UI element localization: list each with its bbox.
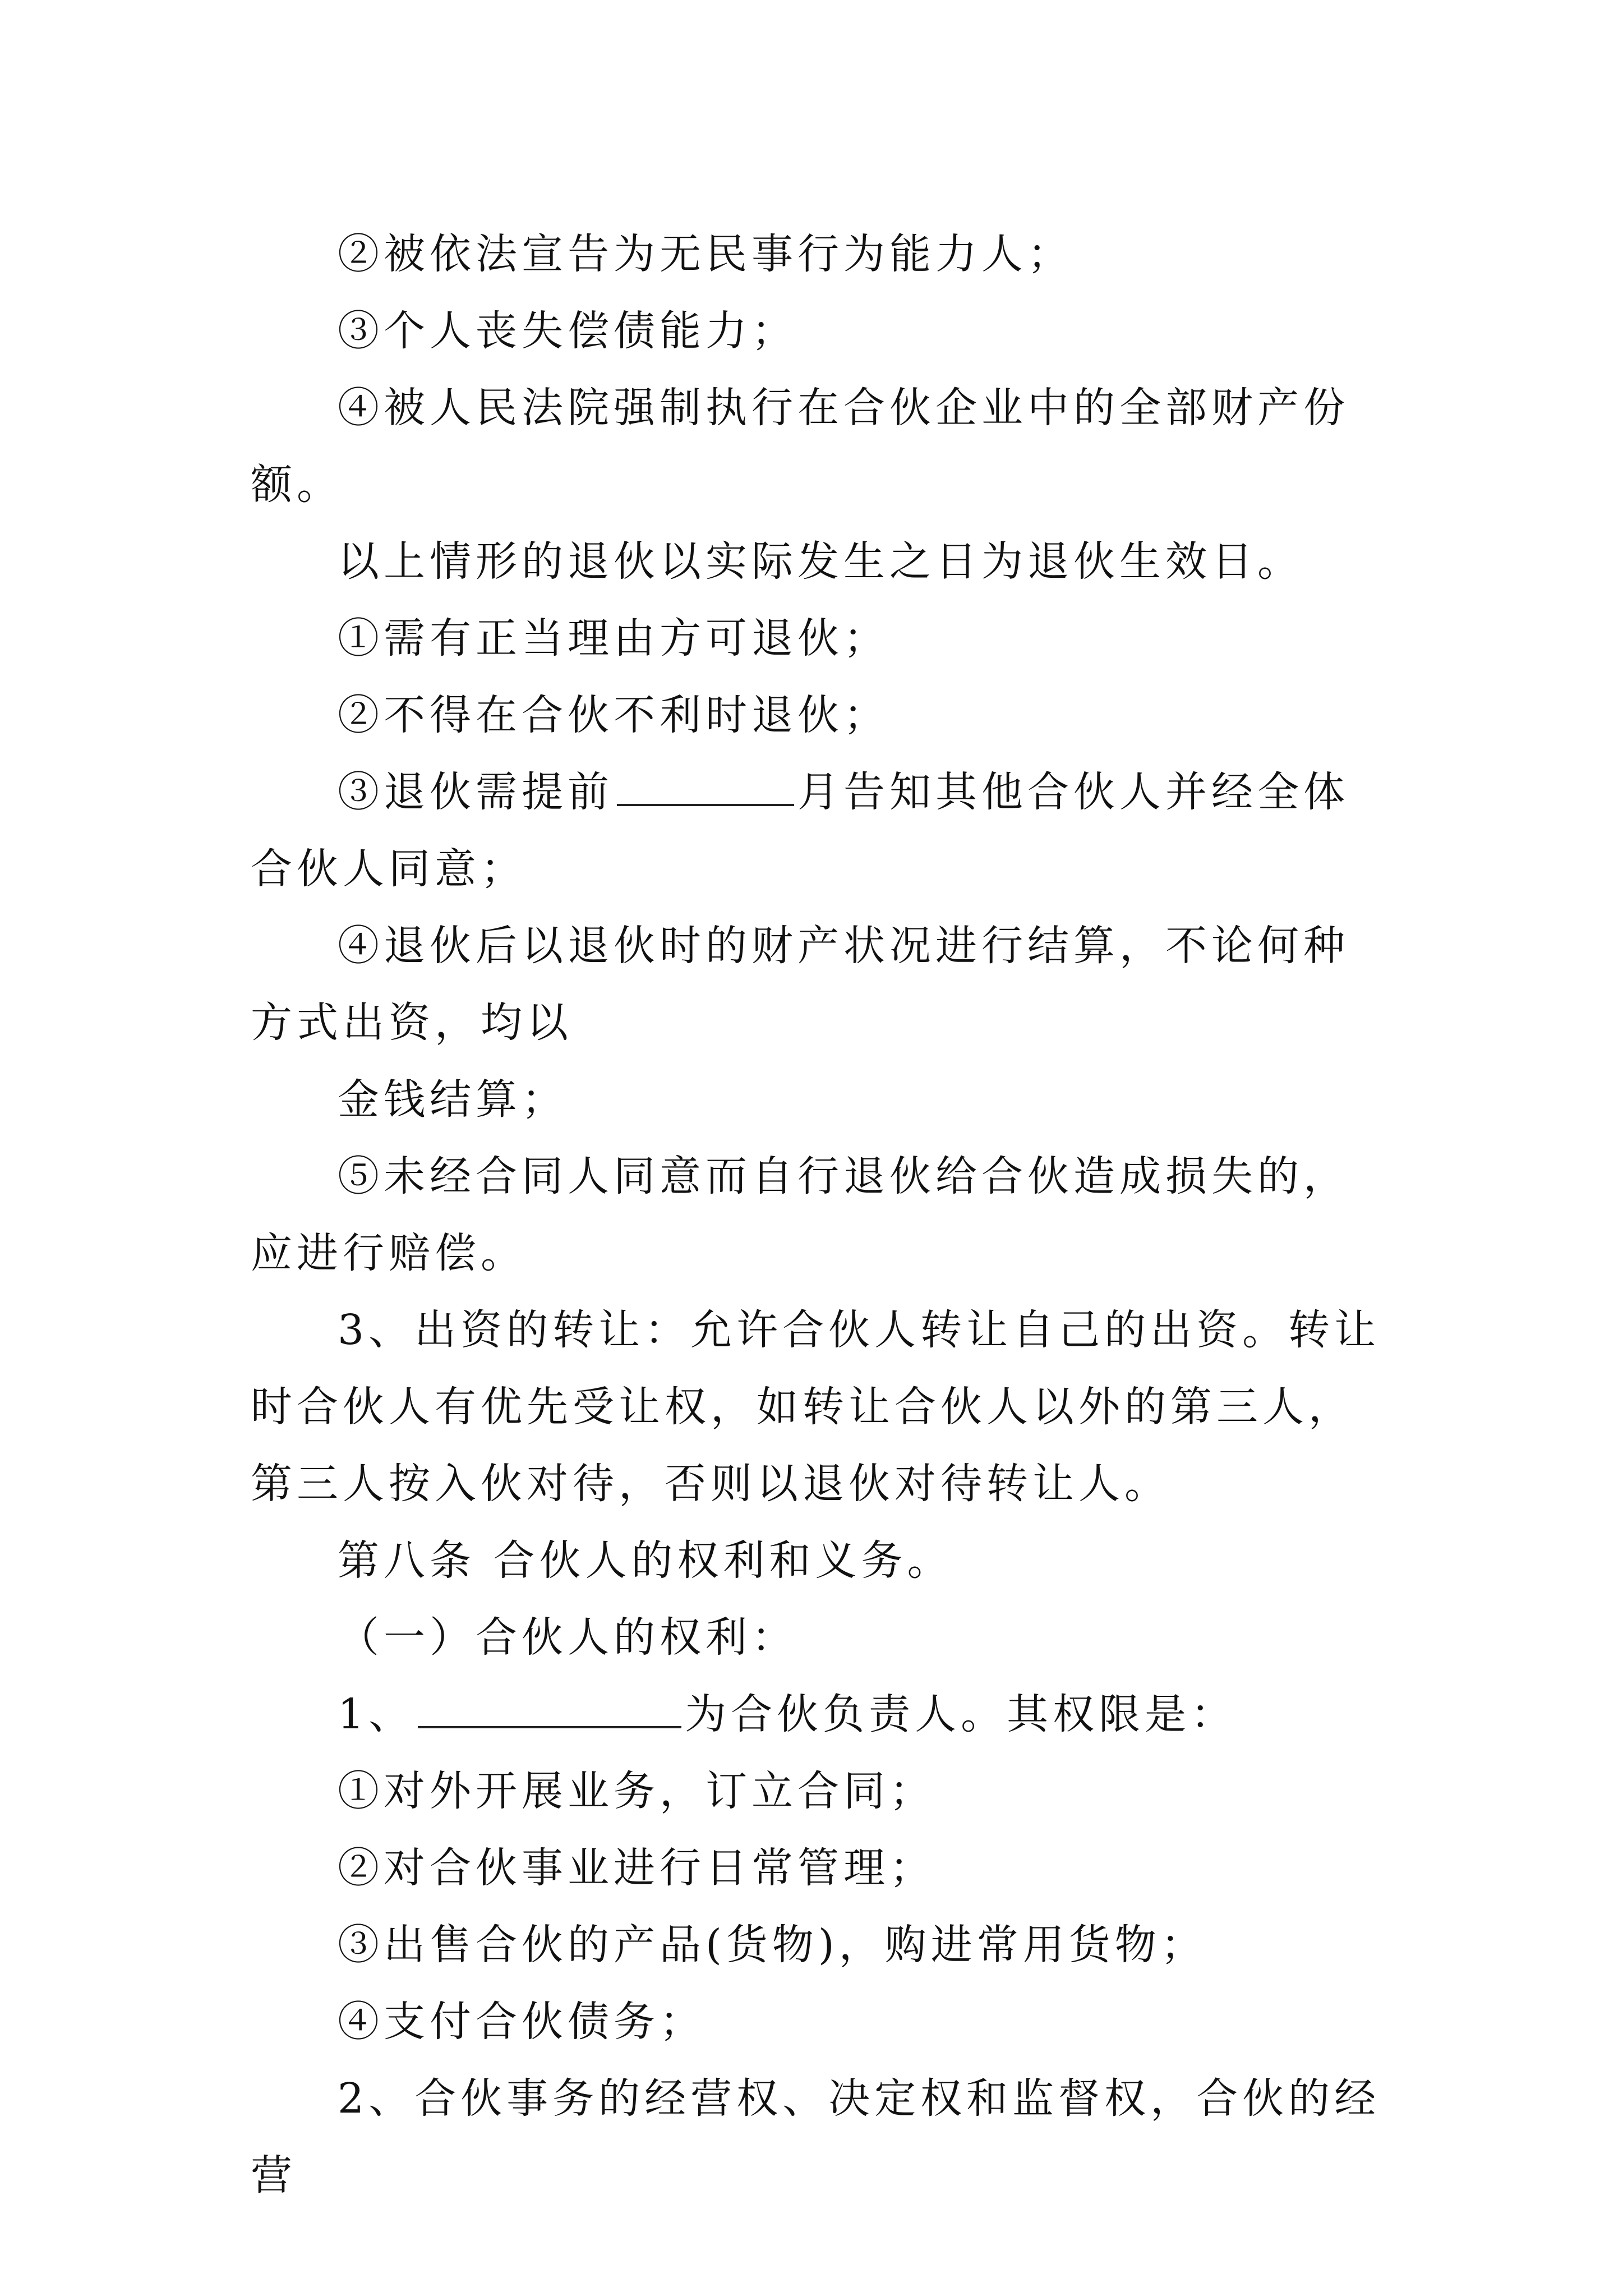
paragraph: ①对外开展业务，订立合同；: [338, 1767, 935, 1815]
paragraph-text-after: 为合伙负责人。其权限是：: [685, 1690, 1237, 1738]
paragraph-text-after: 月告知其他合伙人并经全体合伙人同意；: [251, 768, 1349, 893]
paragraph: ①需有正当理由方可退伙；: [338, 614, 889, 662]
paragraph: ④支付合伙债务；: [338, 1998, 706, 2046]
paragraph-text-before: ③退伙需提前: [338, 768, 614, 816]
paragraph: 3、出资的转让：允许合伙人转让自己的出资。转让时合伙人有优先受让权，如转让合伙人以外的第三人，第三人按入伙对待，否则以退伙对待转让人。: [251, 1306, 1381, 1508]
paragraph-text-before: 1、: [338, 1690, 415, 1738]
paragraph: ④退伙后以退伙时的财产状况进行结算，不论何种方式出资，均以: [251, 922, 1349, 1047]
paragraph: ③个人丧失偿债能力；: [338, 307, 797, 355]
paragraph: ②对合伙事业进行日常管理；: [338, 1844, 935, 1892]
fill-in-blank: [617, 765, 794, 806]
section-heading: （一）合伙人的权利：: [338, 1613, 797, 1662]
paragraph: ⑤未经合同人同意而自行退伙给合伙造成损失的，应进行赔偿。: [251, 1152, 1349, 1277]
paragraph-with-blank: [251, 754, 1394, 908]
paragraph: ②不得在合伙不利时退伙；: [338, 691, 889, 739]
paragraph: ②被依法宣告为无民事行为能力人；: [338, 230, 1073, 278]
fill-in-blank: [418, 1687, 681, 1728]
paragraph: ④被人民法院强制执行在合伙企业中的全部财产份额。: [251, 384, 1349, 509]
paragraph: 金钱结算；: [338, 1075, 568, 1124]
paragraph: ③出售合伙的产品(货物)，购进常用货物；: [338, 1921, 1207, 1969]
article-heading: 第八条 合伙人的权利和义务。: [338, 1536, 953, 1585]
paragraph: 2、合伙事务的经营权、决定权和监督权，合伙的经营: [251, 2074, 1381, 2200]
document-body: [251, 216, 1394, 2214]
paragraph: 以上情形的退伙以实际发生之日为退伙生效日。: [338, 537, 1303, 586]
paragraph-with-blank: [251, 1676, 1394, 1753]
